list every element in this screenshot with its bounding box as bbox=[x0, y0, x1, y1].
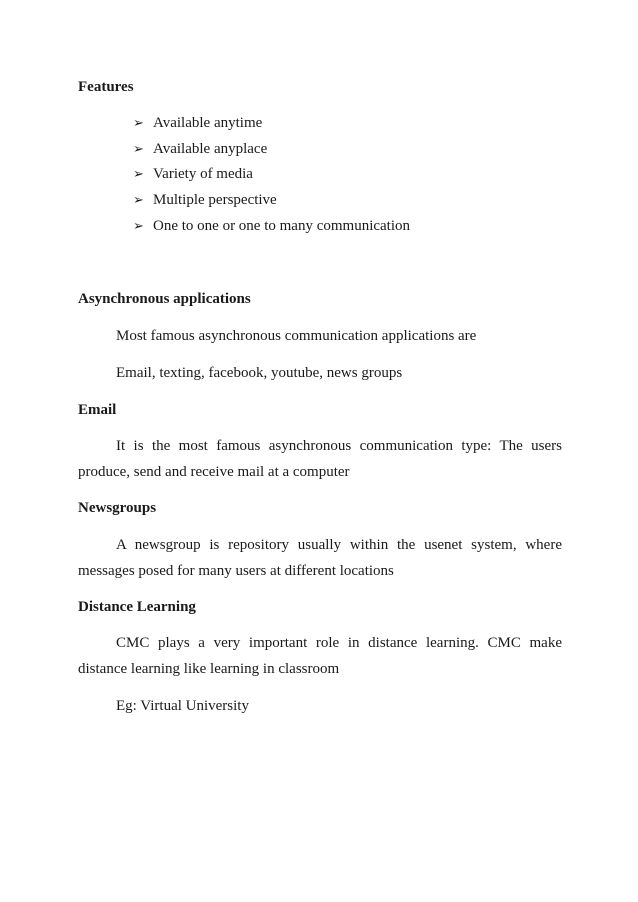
feature-item-2 bbox=[133, 140, 267, 159]
feature-item-label: Variety of media bbox=[153, 166, 253, 182]
arrow-bullet-icon: ➢ bbox=[133, 142, 144, 157]
async-line-1: Most famous asynchronous communication applications are bbox=[116, 328, 477, 344]
newsgroups-paragraph: A newsgroup is repository usually within the usenet system, where messages posed for many users at different locations bbox=[78, 537, 562, 579]
feature-item-4 bbox=[133, 191, 277, 210]
feature-item-label: One to one or one to many communication bbox=[153, 218, 411, 234]
feature-item-label: Available anytime bbox=[153, 115, 263, 131]
feature-item-5 bbox=[133, 217, 410, 236]
arrow-bullet-icon: ➢ bbox=[133, 219, 144, 234]
email-heading: Email bbox=[78, 402, 117, 418]
distance-learning-paragraph: CMC plays a very important role in distance learning. CMC make distance learning like learning in classroom bbox=[78, 635, 562, 677]
feature-item-label: Multiple perspective bbox=[153, 192, 277, 208]
arrow-bullet-icon: ➢ bbox=[133, 116, 144, 131]
async-heading: Asynchronous applications bbox=[78, 291, 251, 307]
async-line-2: Email, texting, facebook, youtube, news groups bbox=[116, 365, 403, 381]
features-heading: Features bbox=[78, 79, 134, 95]
distance-learning-example: Eg: Virtual University bbox=[116, 698, 249, 714]
feature-item-1 bbox=[133, 114, 262, 133]
feature-item-label: Available anyplace bbox=[153, 141, 268, 157]
arrow-bullet-icon: ➢ bbox=[133, 167, 144, 182]
arrow-bullet-icon: ➢ bbox=[133, 193, 144, 208]
distance-learning-heading: Distance Learning bbox=[78, 599, 196, 615]
email-paragraph: It is the most famous asynchronous communication type: The users produce, send and receive mail at a computer bbox=[78, 438, 562, 480]
feature-item-3 bbox=[133, 165, 253, 184]
newsgroups-heading: Newsgroups bbox=[78, 500, 157, 516]
